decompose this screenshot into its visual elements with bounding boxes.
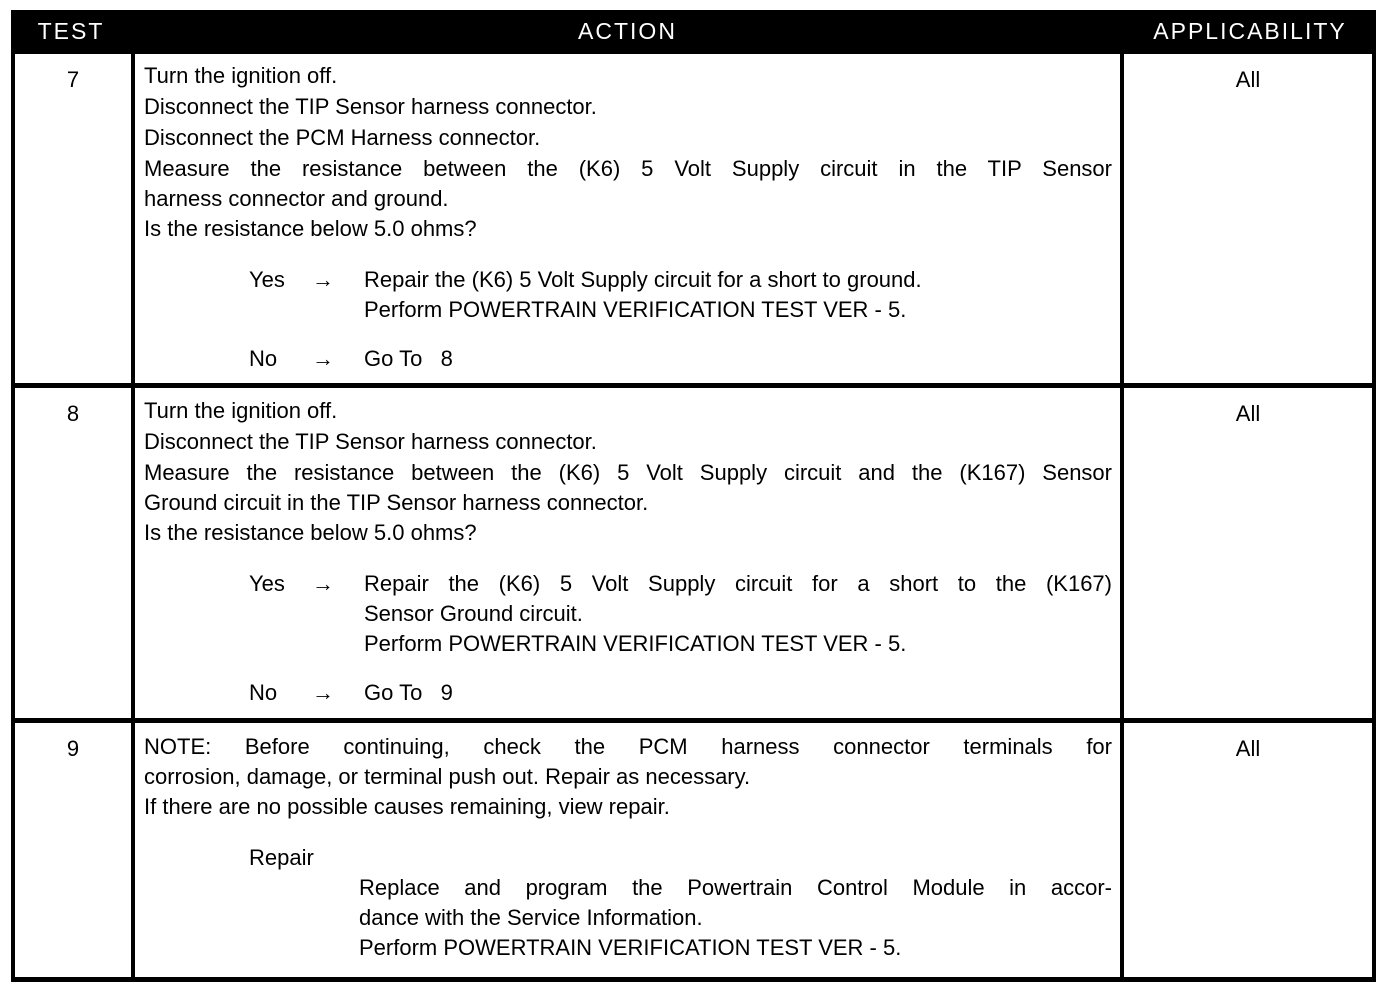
action-line: Measure the resistance between the (K6) 5 Volt Supply circuit in the TIP Sensor: [144, 156, 1112, 181]
applicability-cell-8: All: [1124, 388, 1372, 718]
action-line: Disconnect the TIP Sensor harness connector.: [144, 429, 597, 454]
action-line: Disconnect the TIP Sensor harness connector.: [144, 94, 597, 119]
repair-line: dance with the Service Information.: [359, 905, 703, 930]
diagnostic-test-table: [11, 10, 1376, 982]
yes-result-line: Perform POWERTRAIN VERIFICATION TEST VER - 5.: [364, 297, 907, 322]
header-applicability: APPLICABILITY: [1153, 18, 1347, 44]
yes-label: Yes: [249, 267, 285, 292]
no-result: Go To 8: [364, 346, 453, 371]
no-label: No: [249, 346, 278, 371]
action-line: Is the resistance below 5.0 ohms?: [144, 216, 477, 241]
action-cell-8: [135, 388, 1120, 718]
repair-line: Replace and program the Powertrain Control Module in accor-: [359, 875, 1112, 900]
yes-result-line: Repair the (K6) 5 Volt Supply circuit for a short to the (K167): [364, 571, 1112, 596]
action-line: NOTE: Before continuing, check the PCM harness connector terminals for: [144, 734, 1112, 759]
action-line: Ground circuit in the TIP Sensor harness connector.: [144, 490, 649, 515]
applicability-cell-7: All: [1124, 54, 1372, 383]
arrow-icon: →: [312, 571, 334, 596]
table-header: [11, 10, 1376, 50]
action-line: Is the resistance below 5.0 ohms?: [144, 520, 477, 545]
header-test: TEST: [37, 18, 105, 44]
arrow-icon: →: [312, 680, 334, 705]
action-cell-9: [135, 723, 1120, 977]
yes-result-line: Perform POWERTRAIN VERIFICATION TEST VER - 5.: [364, 631, 907, 656]
repair-label: Repair: [249, 845, 314, 870]
yes-label: Yes: [249, 571, 285, 596]
action-line: Turn the ignition off.: [144, 398, 338, 423]
action-line: Disconnect the PCM Harness connector.: [144, 125, 541, 150]
yes-result-line: Repair the (K6) 5 Volt Supply circuit for a short to ground.: [364, 267, 922, 292]
test-number-9: 9: [15, 723, 131, 977]
action-line: Measure the resistance between the (K6) 5 Volt Supply circuit and the (K167) Sensor: [144, 460, 1112, 485]
no-result: Go To 9: [364, 680, 453, 705]
no-label: No: [249, 680, 278, 705]
arrow-icon: →: [312, 346, 334, 371]
repair-line: Perform POWERTRAIN VERIFICATION TEST VER - 5.: [359, 935, 902, 960]
action-line: Turn the ignition off.: [144, 63, 338, 88]
test-number-7: 7: [15, 54, 131, 383]
action-line: corrosion, damage, or terminal push out. Repair as necessary.: [144, 764, 751, 789]
applicability-cell-9: All: [1124, 723, 1372, 977]
action-line: harness connector and ground.: [144, 186, 449, 211]
action-line: If there are no possible causes remaining, view repair.: [144, 794, 670, 819]
test-number-8: 8: [15, 388, 131, 718]
arrow-icon: →: [312, 267, 334, 292]
header-action: ACTION: [578, 18, 677, 44]
yes-result-line: Sensor Ground circuit.: [364, 601, 583, 626]
action-cell-7: [135, 54, 1120, 383]
